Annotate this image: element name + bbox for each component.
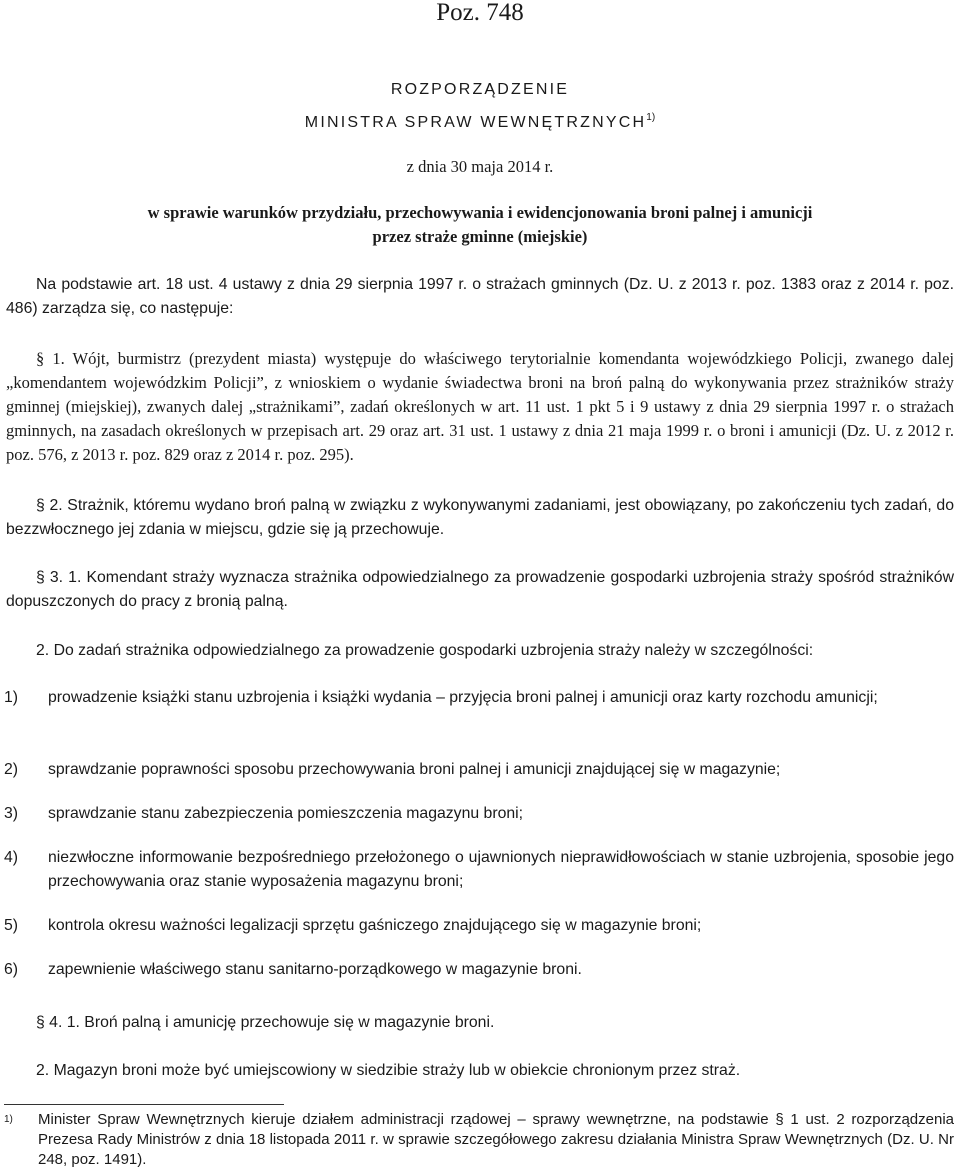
- act-date: z dnia 30 maja 2014 r.: [406, 157, 554, 176]
- footnote-reference[interactable]: 1): [646, 112, 656, 123]
- list-item-text: zapewnienie właściwego stanu sanitarno-porządkowego w magazynie broni.: [48, 961, 582, 978]
- act-type-title: ROZPORZĄDZENIE: [390, 81, 570, 98]
- list-item-text: prowadzenie książki stanu uzbrojenia i książki wydania – przyjęcia broni palnej i amunicji oraz karty rozchodu amunicji;: [48, 689, 878, 706]
- paragraph-3-2: 2. Do zadań strażnika odpowiedzialnego za prowadzenie gospodarki uzbrojenia straży należy w szczególności:: [36, 642, 814, 659]
- list-item-text: kontrola okresu ważności legalizacji sprzętu gaśniczego znajdującego się w magazynie broni;: [48, 917, 702, 934]
- footnote-mark: 1): [4, 1114, 13, 1125]
- list-item-number: 4): [4, 849, 19, 866]
- paragraph-4-2: 2. Magazyn broni może być umiejscowiony w siedzibie straży lub w obiekcie chronionym przez straż.: [36, 1062, 741, 1079]
- footnote-divider: [4, 1104, 284, 1105]
- footnote-text: Minister Spraw Wewnętrznych kieruje działem administracji rządowej – sprawy wewnętrzne, na podstawie § 1 ust. 2 rozporządzenia Prezesa Rady Ministrów z dnia 18 listopada 2011 r. w sprawie szczegółowego zakresu działania Ministra Spraw Wewnętrznych (Dz. U. Nr 248, poz. 1491).: [38, 1111, 954, 1168]
- paragraph-3-1: § 3. 1. Komendant straży wyznacza strażnika odpowiedzialnego za prowadzenie gospodarki uzbrojenia straży spośród strażników dopuszczonych do pracy z bronią palną.: [6, 569, 954, 610]
- list-item-text: sprawdzanie poprawności sposobu przechowywania broni palnej i amunicji znajdującej się w magazynie;: [48, 761, 781, 778]
- list-item-number: 6): [4, 961, 19, 978]
- position-number: Poz. 748: [436, 0, 524, 26]
- list-item-number: 2): [4, 761, 19, 778]
- subject-line-1: w sprawie warunków przydziału, przechowywania i ewidencjonowania broni palnej i amunicji: [147, 203, 813, 222]
- list-item-number: 5): [4, 917, 19, 934]
- subject-line-2: przez straże gminne (miejskie): [372, 227, 588, 246]
- paragraph-4-1: § 4. 1. Broń palną i amunicję przechowuje się w magazynie broni.: [36, 1014, 495, 1031]
- preamble: Na podstawie art. 18 ust. 4 ustawy z dnia 29 sierpnia 1997 r. o strażach gminnych (Dz. U. z 2013 r. poz. 1383 oraz z 2014 r. poz. 486) zarządza się, co następuje:: [6, 276, 954, 317]
- issuing-authority: [0, 108, 960, 133]
- issuing-authority-text: MINISTRA SPRAW WEWNĘTRZNYCH: [304, 114, 647, 131]
- paragraph-2: § 2. Strażnik, któremu wydano broń palną w związku z wykonywanymi zadaniami, jest obowiązany, po zakończeniu tych zadań, do bezzwłocznego jej zdania w miejscu, gdzie się ją przechowuje.: [6, 497, 954, 538]
- paragraph-1: § 1. Wójt, burmistrz (prezydent miasta) występuje do właściwego terytorialnie komendanta wojewódzkiego Policji, zwanego dalej „komendantem wojewódzkim Policji”, z wnioskiem o wydanie świadectwa broni na broń palną do wykonywania przez strażników straży gminnej (miejskiej), zwanych dalej „strażnikami”, zadań określonych w art. 11 ust. 1 pkt 5 i 9 ustawy z dnia 29 sierpnia 1997 r. o strażach gminnych, na zasadach określonych w przepisach art. 29 oraz art. 31 ust. 1 ustawy z dnia 21 maja 1999 r. o broni i amunicji (Dz. U. z 2012 r. poz. 576, z 2013 r. poz. 829 oraz z 2014 r. poz. 295).: [6, 349, 954, 464]
- list-item-text: sprawdzanie stanu zabezpieczenia pomieszczenia magazynu broni;: [48, 805, 524, 822]
- list-item-number: 3): [4, 805, 19, 822]
- list-item-text: niezwłoczne informowanie bezpośredniego przełożonego o ujawnionych nieprawidłowościach w stanie uzbrojenia, sposobie jego przechowywania oraz stanie wyposażenia magazynu broni;: [48, 849, 954, 890]
- list-item-number: 1): [4, 689, 19, 706]
